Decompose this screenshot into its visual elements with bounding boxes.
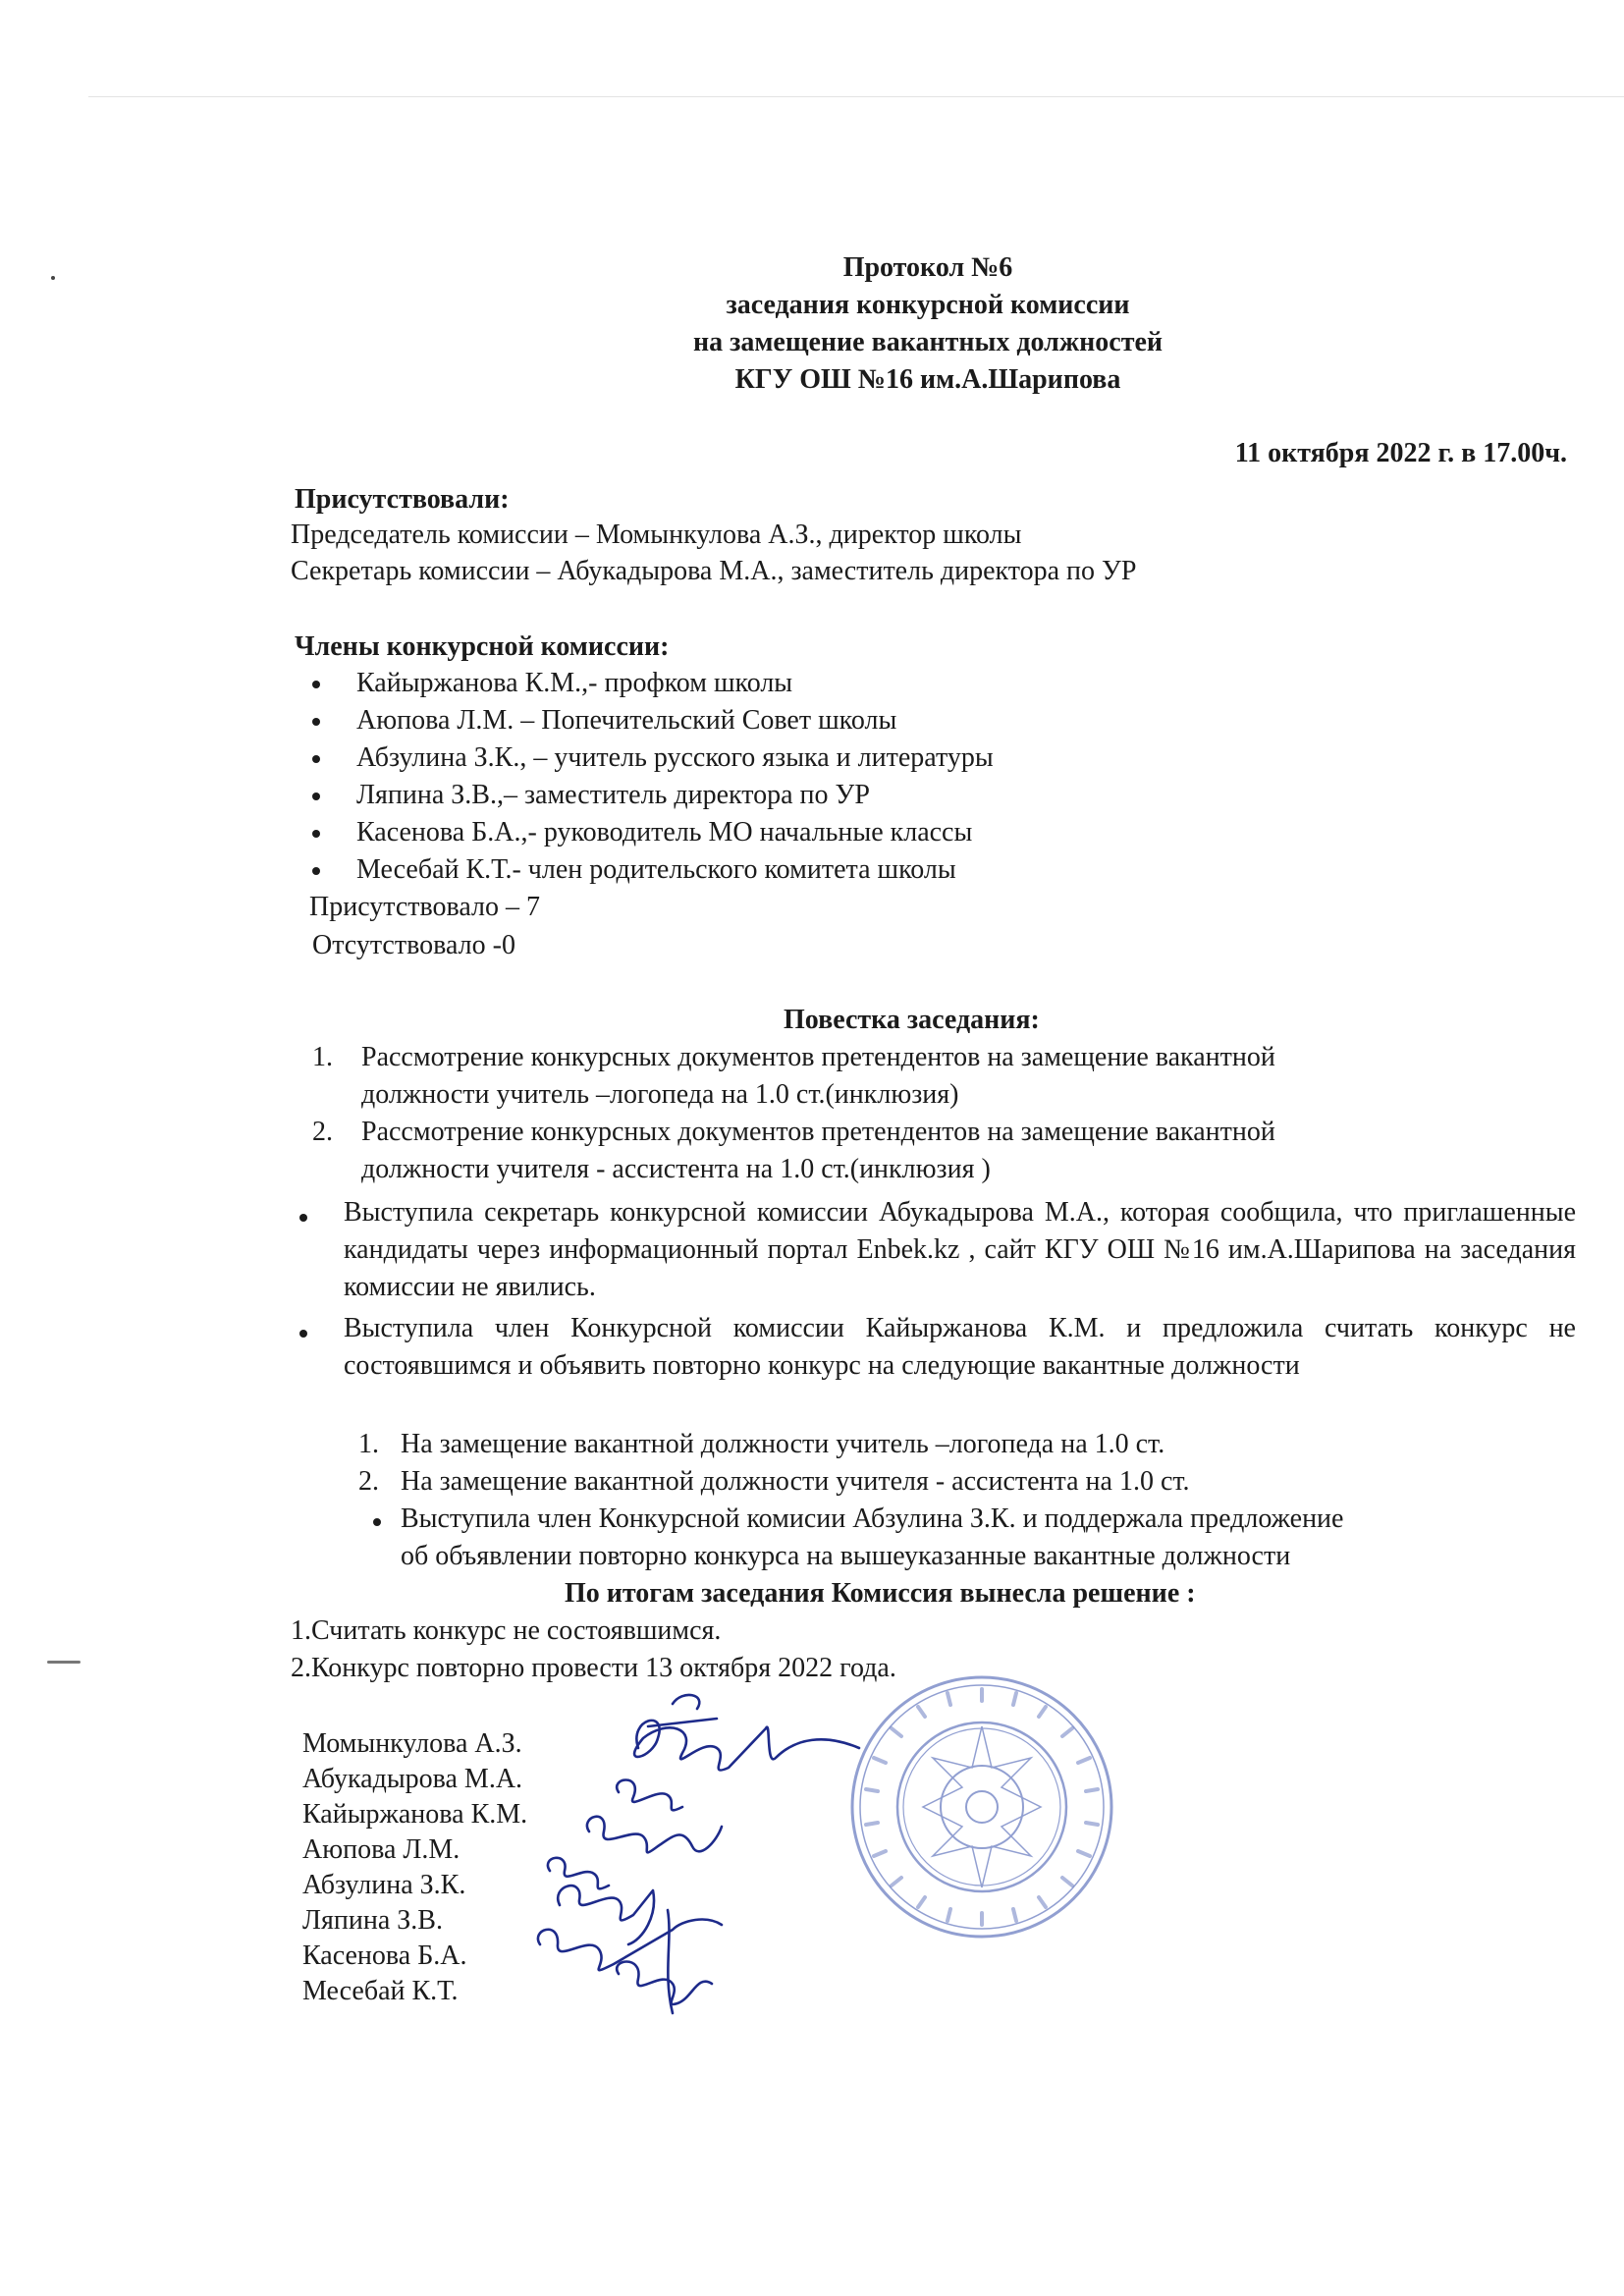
signatory-name: Абукадырова М.А. (302, 1764, 523, 1794)
bullet (312, 681, 320, 688)
absent-count: Отсутствовало -0 (312, 930, 515, 960)
bullet (312, 755, 320, 763)
speech-secretary: Выступила секретарь конкурсной комиссии Абукадырова М.А., которая сообщила, что приглашенные кандидаты через информационный портал Enbek.kz , сайт КГУ ОШ №16 им.А.Шарипова на заседания комиссии не явились. (344, 1197, 1576, 1302)
chair-line: Председатель комиссии – Момынкулова А.З., директор школы (291, 519, 1022, 550)
decision-heading: По итогам заседания Комиссия вынесла решение : (565, 1578, 1196, 1609)
agenda-item-line: должности учителя - ассистента на 1.0 ст.(инклюзия ) (361, 1154, 991, 1184)
speech-member-proposal: Выступила член Конкурсной комиссии Кайыржанова К.М. и предложила считать конкурс не состоявшимся и объявить повторно конкурс на следующие вакантные должности (344, 1313, 1576, 1381)
speech-support-line: об объявлении повторно конкурса на вышеуказанные вакантные должности (401, 1541, 1291, 1571)
member-item: Аюпова Л.М. – Попечительский Совет школы (356, 705, 897, 736)
signatory-name: Касенова Б.А. (302, 1941, 467, 1971)
secretary-line: Секретарь комиссии – Абукадырова М.А., заместитель директора по УР (291, 556, 1137, 586)
decision-item: 1.Считать конкурс не состоявшимся. (291, 1615, 722, 1646)
document-title: Протокол №6 (842, 252, 1013, 283)
agenda-item-line: Рассмотрение конкурсных документов претендентов на замещение вакантной (361, 1042, 1275, 1072)
title-line-3: на замещение вакантных должностей (692, 327, 1164, 357)
decision-item: 2.Конкурс повторно провести 13 октября 2022 года. (291, 1653, 896, 1683)
agenda-number: 1. (312, 1042, 333, 1072)
meeting-date: 11 октября 2022 г. в 17.00ч. (1234, 438, 1567, 468)
title-line-2: заседания конкурсной комиссии (726, 290, 1130, 320)
agenda-number: 2. (312, 1117, 333, 1147)
signatory-name: Абзулина З.К. (302, 1870, 466, 1900)
bullet (312, 793, 320, 800)
bullet (299, 1330, 307, 1338)
present-count: Присутствовало – 7 (309, 892, 541, 922)
signature-scribbles-icon (471, 1679, 884, 2033)
member-item: Касенова Б.А.,- руководитель МО начальные классы (356, 817, 973, 847)
agenda-heading: Повестка заседания: (784, 1005, 1040, 1035)
position-item: На замещение вакантной должности учитель –логопеда на 1.0 ст. (401, 1429, 1165, 1459)
member-item: Кайыржанова К.М.,- профком школы (356, 668, 793, 698)
bullet (312, 830, 320, 838)
position-number: 1. (358, 1429, 379, 1459)
signatory-name: Ляпина З.В. (302, 1905, 443, 1936)
members-heading: Члены конкурсной комиссии: (295, 631, 670, 662)
signatory-name: Кайыржанова К.М. (302, 1799, 528, 1830)
bullet (299, 1214, 307, 1222)
bullet (373, 1518, 381, 1526)
title-line-4: КГУ ОШ №16 им.А.Шарипова (734, 364, 1121, 395)
bullet (312, 718, 320, 726)
member-item: Месебай К.Т.- член родительского комитета школы (356, 854, 956, 885)
present-heading: Присутствовали: (295, 484, 510, 515)
signatures (471, 1679, 884, 2033)
member-item: Ляпина З.В.,– заместитель директора по УР (356, 780, 870, 810)
signatory-name: Момынкулова А.З. (302, 1728, 522, 1759)
agenda-item-line: должности учитель –логопеда на 1.0 ст.(инклюзия) (361, 1079, 959, 1110)
position-item: На замещение вакантной должности учителя - ассистента на 1.0 ст. (401, 1466, 1190, 1497)
signatory-name: Аюпова Л.М. (302, 1834, 460, 1865)
member-item: Абзулина З.К., – учитель русского языка и литературы (356, 742, 994, 773)
position-number: 2. (358, 1466, 379, 1497)
official-seal-icon (844, 1669, 1119, 1944)
signatory-name: Месебай К.Т. (302, 1976, 459, 2006)
agenda-item-line: Рассмотрение конкурсных документов претендентов на замещение вакантной (361, 1117, 1275, 1147)
bullet (312, 867, 320, 875)
speech-support-line: Выступила член Конкурсной комисии Абзулина З.К. и поддержала предложение (401, 1503, 1344, 1534)
